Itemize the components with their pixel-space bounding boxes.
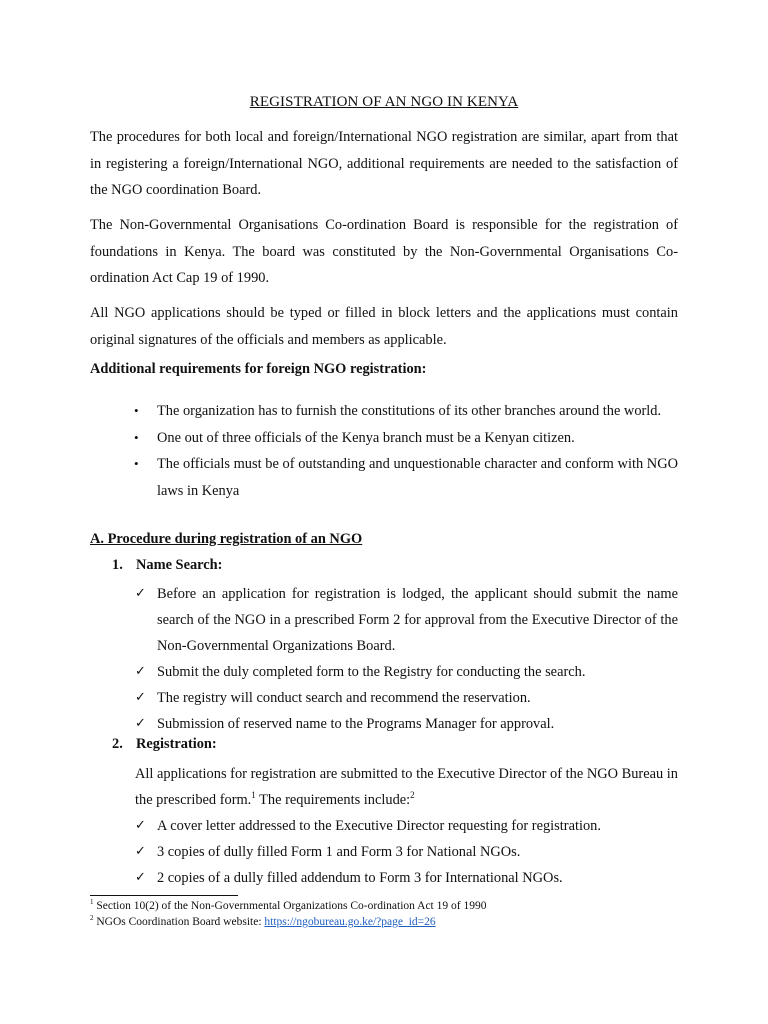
intro-paragraph-2: The Non-Governmental Organisations Co-ordination Board is responsible for the registration of foundations in Kenya. The board was constituted by the Non-Governmental Organisations Co-ordination Act Cap 19 of 1990.	[90, 217, 678, 286]
registration-requirements-list	[135, 813, 678, 891]
document-title: REGISTRATION OF AN NGO IN KENYA	[249, 94, 519, 110]
list-item: • One out of three officials of the Kenya branch must be a Kenyan citizen.	[90, 425, 678, 452]
foreign-requirements-heading: Additional requirements for foreign NGO registration:	[90, 361, 427, 377]
list-item: ✓ A cover letter addressed to the Executive Director requesting for registration.	[135, 813, 678, 839]
list-item: ✓ 3 copies of dully filled Form 1 and Form 3 for National NGOs.	[135, 839, 678, 865]
list-item: ✓ Before an application for registration is lodged, the applicant should submit the name search of the NGO in a prescribed Form 2 for approval from the Executive Director of the Non-Governmental Organizations Board.	[135, 581, 678, 659]
bullet-icon: •	[134, 403, 139, 418]
footnote-ref-1: 1	[251, 790, 256, 801]
list-item: • The officials must be of outstanding and unquestionable character and conform with NGO laws in Kenya	[90, 451, 678, 504]
intro-paragraph-1: The procedures for both local and foreign/International NGO registration are similar, apart from that in registering a foreign/International NGO, additional requirements are needed to the satisfaction of the NGO coordination Board.	[90, 129, 678, 198]
registration-paragraph: All applications for registration are submitted to the Executive Director of the NGO Bureau in the prescribed form.$^1$ The requirements include:$^2$	[135, 766, 678, 808]
name-search-list	[135, 581, 678, 737]
list-item: ✓ Submit the duly completed form to the Registry for conducting the search.	[135, 659, 678, 685]
section-a-heading: A. Procedure during registration of an NGO	[90, 531, 363, 547]
name-search-heading: 1. Name Search:	[112, 557, 223, 573]
checkmark-icon: ✓	[135, 818, 146, 833]
checkmark-icon: ✓	[135, 586, 146, 601]
checkmark-icon: ✓	[135, 664, 146, 679]
footnotes	[90, 898, 690, 930]
bullet-icon: •	[134, 456, 139, 471]
registration-heading: 2. Registration:	[112, 736, 217, 752]
intro-paragraph-3: All NGO applications should be typed or filled in block letters and the applications must contain original signatures of the officials and members as applicable.	[90, 305, 678, 348]
footnote-1: $^1$ Section 10(2) of the Non-Governmental Organizations Co-ordination Act 19 of 1990	[90, 898, 487, 912]
footnote-separator	[90, 895, 238, 896]
list-item: ✓ 2 copies of a dully filled addendum to Form 3 for International NGOs.	[135, 865, 678, 891]
checkmark-icon: ✓	[135, 870, 146, 885]
checkmark-icon: ✓	[135, 844, 146, 859]
list-item: • The organization has to furnish the constitutions of its other branches around the world.	[90, 398, 678, 425]
foreign-requirements-list	[90, 398, 678, 504]
ngo-bureau-link[interactable]: https://ngobureau.go.ke/?page_id=26	[264, 916, 436, 928]
footnote-2: $^2$ NGOs Coordination Board website: https://ngobureau.go.ke/?page_id=26	[90, 914, 436, 928]
checkmark-icon: ✓	[135, 716, 146, 731]
list-item: ✓ Submission of reserved name to the Programs Manager for approval.	[135, 711, 678, 737]
checkmark-icon: ✓	[135, 690, 146, 705]
footnote-ref-2: 2	[410, 790, 415, 801]
list-item: ✓ The registry will conduct search and recommend the reservation.	[135, 685, 678, 711]
bullet-icon: •	[134, 429, 139, 445]
